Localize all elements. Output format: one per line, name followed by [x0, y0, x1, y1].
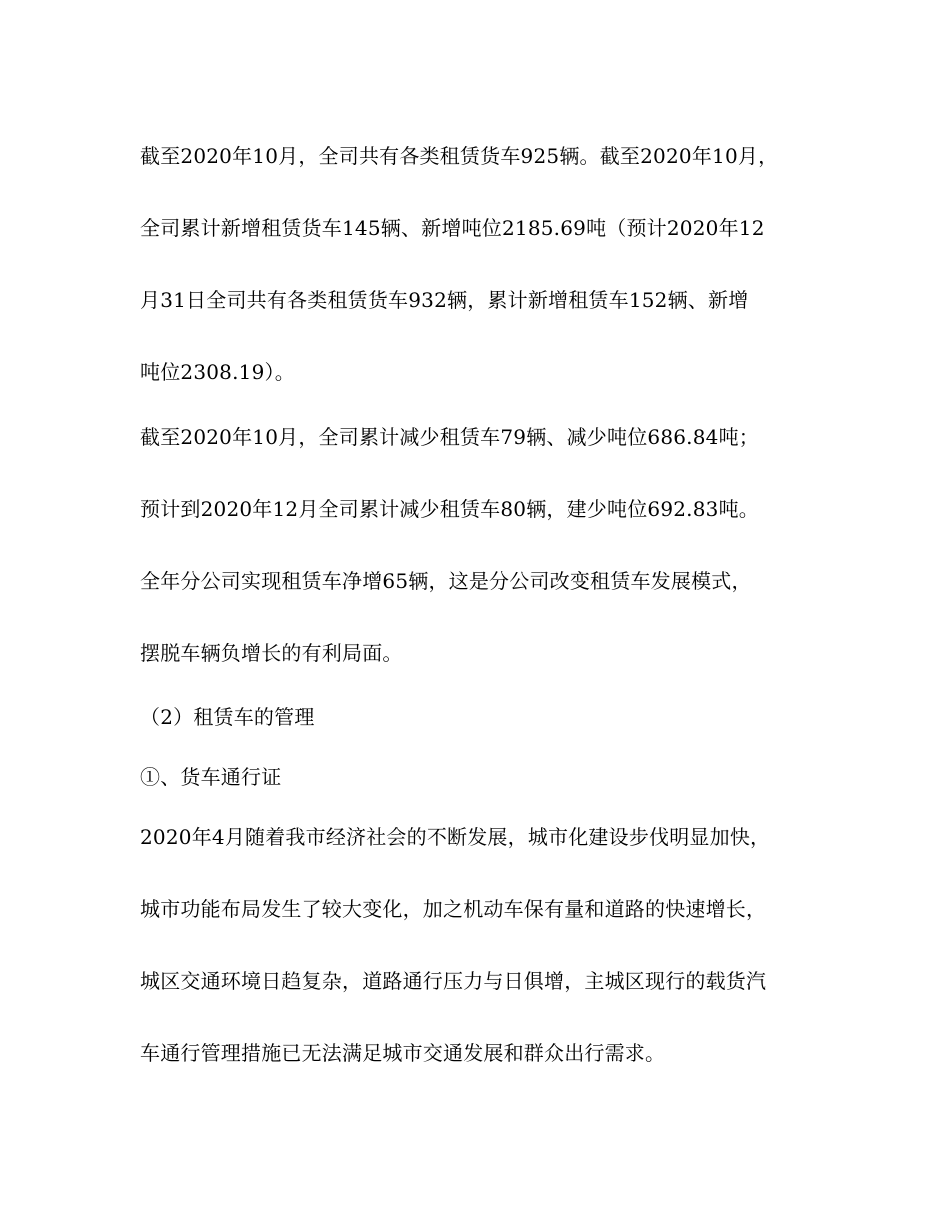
- section-heading: （2）租赁车的管理: [140, 705, 315, 729]
- subsection-heading: ①、货车通行证: [140, 765, 282, 789]
- paragraph-line-11: 2020年4月随着我市经济社会的不断发展，城市化建设步伐明显加快，: [140, 825, 771, 849]
- paragraph-line-8: 摆脱车辆负增长的有利局面。: [140, 641, 403, 665]
- paragraph-line-6: 预计到2020年12月全司累计减少租赁车80辆，建少吨位692.83吨。: [140, 497, 759, 521]
- paragraph-line-13: 城区交通环境日趋复杂，道路通行压力与日俱增，主城区现行的载货汽: [140, 969, 767, 993]
- paragraph-line-1: 截至2020年10月，全司共有各类租赁货车925辆。截至2020年10月，: [140, 144, 779, 168]
- paragraph-line-3: 月31日全司共有各类租赁货车932辆，累计新增租赁车152辆、新增: [140, 288, 749, 312]
- paragraph-line-7: 全年分公司实现租赁车净增65辆，这是分公司改变租赁车发展模式，: [140, 569, 752, 593]
- paragraph-line-14: 车通行管理措施已无法满足城市交通发展和群众出行需求。: [140, 1041, 666, 1065]
- paragraph-line-12: 城市功能布局发生了较大变化，加之机动车保有量和道路的快速增长，: [140, 897, 767, 921]
- paragraph-line-5: 截至2020年10月，全司累计减少租赁车79辆、减少吨位686.84吨；: [140, 425, 759, 449]
- paragraph-line-4: 吨位2308.19）。: [140, 360, 295, 384]
- paragraph-line-2: 全司累计新增租赁货车145辆、新增吨位2185.69吨（预计2020年12: [140, 216, 765, 240]
